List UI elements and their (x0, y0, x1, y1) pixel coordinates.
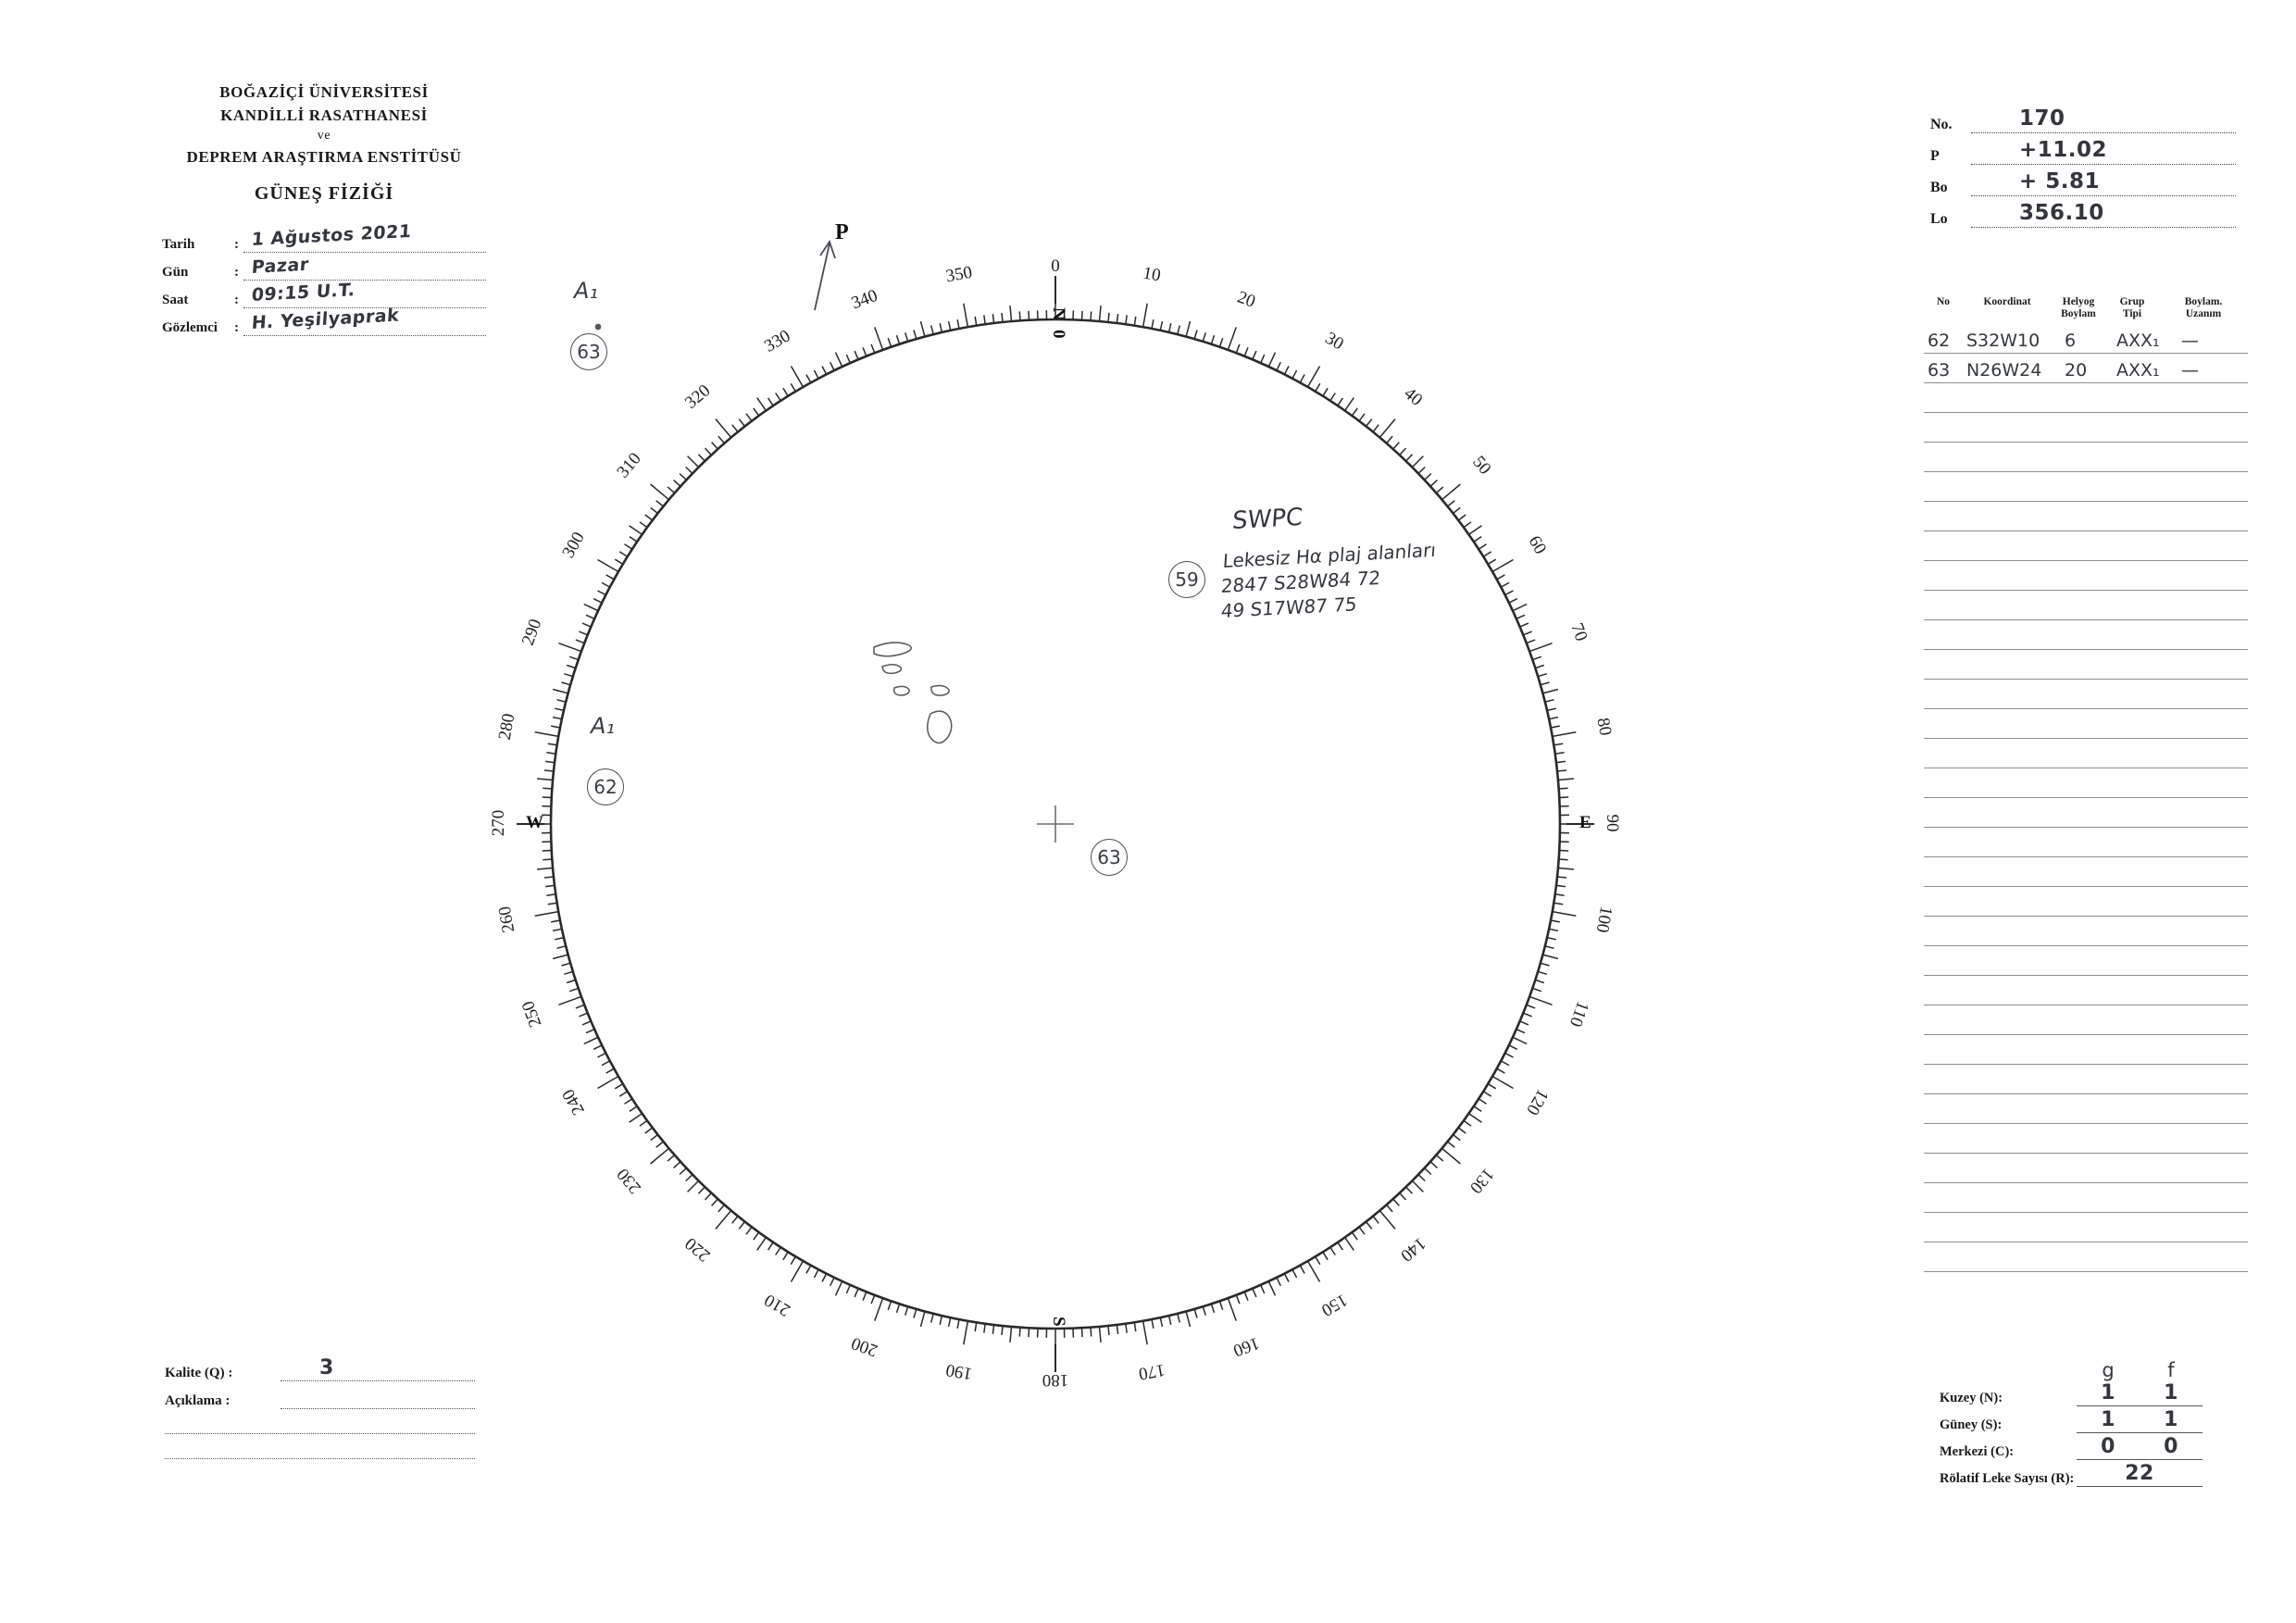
table-blank-row[interactable] (1924, 502, 2248, 531)
degree-label-190: 190 (943, 1359, 974, 1384)
summary-label-south: Güney (S): (1940, 1417, 2003, 1432)
degree-label-240: 240 (557, 1085, 589, 1118)
table-blank-row[interactable] (1924, 857, 2248, 887)
cardinal-north: N (1049, 307, 1068, 321)
summary-col-f: f (2167, 1359, 2175, 1381)
cell-grup: AXX₁ (2116, 360, 2160, 381)
cell-boylam: — (2181, 360, 2199, 381)
institution-line-3: ve (317, 129, 331, 144)
summary-center-g[interactable]: 0 (2077, 1435, 2140, 1460)
table-blank-row[interactable] (1924, 1154, 2248, 1183)
field-lo-label: Lo (1930, 211, 1948, 227)
table-blank-row[interactable] (1924, 1213, 2248, 1242)
degree-label-210: 210 (760, 1290, 793, 1321)
colon: : (234, 320, 239, 336)
summary-label-relative: Rölatif Leke Sayısı (R): (1940, 1471, 2075, 1486)
degree-label-110: 110 (1565, 998, 1592, 1030)
institution-line-4: DEPREM ARAŞTIRMA ENSTİTÜSÜ (186, 147, 462, 166)
degree-label-250: 250 (518, 997, 546, 1030)
field-bo-label: Bo (1930, 180, 1948, 195)
table-row[interactable] (1924, 324, 2248, 354)
table-row[interactable] (1924, 354, 2248, 383)
cell-no: 62 (1928, 331, 1951, 352)
field-p (1930, 133, 2236, 165)
colon: : (234, 265, 239, 281)
field-tarih-value[interactable]: 1 Ağustos 2021 (243, 228, 486, 253)
quality-label: Kalite (Q) : (165, 1366, 233, 1380)
sunspot-number: 59 (1168, 561, 1205, 598)
free-note-4: 49 S17W87 75 (1220, 593, 1358, 622)
degree-label-90: 90 (1603, 814, 1622, 832)
cardinal-north-zero: 0 (1049, 330, 1068, 340)
field-no-value[interactable]: 170 (1971, 105, 2236, 133)
degree-label-140: 140 (1396, 1233, 1430, 1266)
degree-label-170: 170 (1137, 1359, 1167, 1384)
col-helyog-boylam: Helyog Boylam (2061, 296, 2096, 320)
degree-label-150: 150 (1317, 1290, 1351, 1321)
summary-col-g: g (2102, 1359, 2115, 1381)
degree-label-220: 220 (680, 1233, 715, 1266)
table-blank-row[interactable] (1924, 768, 2248, 798)
degree-label-280: 280 (494, 711, 519, 742)
table-blank-row[interactable] (1924, 561, 2248, 591)
field-bo-value[interactable]: + 5.81 (1971, 168, 2236, 196)
summary-row-relative (1940, 1460, 2217, 1487)
table-blank-row[interactable] (1924, 1035, 2248, 1065)
note-label: Açıklama : (165, 1393, 231, 1408)
summary-north-g[interactable]: 1 (2077, 1381, 2140, 1406)
col-grup-tipi: Grup Tipi (2119, 296, 2145, 320)
degree-label-130: 130 (1466, 1164, 1498, 1198)
degree-label-340: 340 (849, 286, 881, 314)
degree-label-50: 50 (1468, 452, 1495, 479)
table-blank-row[interactable] (1924, 1005, 2248, 1035)
degree-label-160: 160 (1229, 1332, 1262, 1360)
col-no: No (1936, 296, 1951, 307)
table-blank-row[interactable] (1924, 383, 2248, 413)
field-saat-value[interactable]: 09:15 U.T. (243, 283, 486, 308)
field-tarih-label: Tarih (162, 237, 195, 253)
solar-disc-chart (398, 65, 1768, 1583)
field-gun-value[interactable]: Pazar (243, 256, 486, 281)
field-gozlemci-label: Gözlemci (162, 320, 218, 336)
field-gun-label: Gün (162, 265, 189, 281)
degree-label-320: 320 (680, 381, 715, 413)
table-blank-row[interactable] (1924, 650, 2248, 680)
table-blank-row[interactable] (1924, 1242, 2248, 1272)
sunspot-drawings (595, 324, 951, 743)
summary-label-center: Merkezi (C): (1940, 1444, 2015, 1459)
field-p-value[interactable]: +11.02 (1971, 136, 2236, 165)
degree-label-180: 180 (1042, 1370, 1069, 1390)
table-body (1924, 324, 2248, 1272)
sunspot-number: 63 (1091, 839, 1128, 876)
table-blank-row[interactable] (1924, 413, 2248, 443)
degree-label-330: 330 (760, 325, 793, 356)
summary-south-g[interactable]: 1 (2077, 1408, 2140, 1433)
degree-label-260: 260 (494, 905, 519, 935)
free-note-3: 2847 S28W84 72 (1220, 566, 1381, 597)
summary-north-f[interactable]: 1 (2140, 1381, 2202, 1406)
degree-label-230: 230 (613, 1164, 645, 1198)
table-blank-row[interactable] (1924, 591, 2248, 620)
degree-label-120: 120 (1522, 1085, 1554, 1118)
sunspot-number-63-outside (1091, 839, 1128, 876)
sunspot-table (1924, 296, 2248, 1272)
cardinal-west: W (526, 813, 544, 832)
cell-grup: AXX₁ (2116, 331, 2160, 352)
table-blank-row[interactable] (1924, 1094, 2248, 1124)
cardinal-east: E (1579, 813, 1592, 832)
quality-value[interactable]: 3 (281, 1357, 475, 1381)
degree-label-100: 100 (1591, 905, 1616, 935)
degree-label-10: 10 (1142, 263, 1163, 286)
free-note-1: SWPC (1231, 503, 1304, 535)
institution-line-1: BOĞAZİÇİ ÜNİVERSİTESİ (219, 83, 429, 101)
colon: : (234, 293, 239, 308)
field-no (1930, 102, 2236, 133)
summary-row-north (1940, 1380, 2217, 1406)
table-blank-row[interactable] (1924, 976, 2248, 1005)
table-blank-row[interactable] (1924, 946, 2248, 976)
field-gozlemci-value[interactable]: H. Yeşilyaprak (243, 311, 486, 336)
col-koordinat: Koordinat (1983, 296, 2031, 307)
summary-center-f[interactable]: 0 (2140, 1435, 2202, 1460)
spacer (1940, 1359, 2077, 1380)
table-blank-row[interactable] (1924, 798, 2248, 828)
field-p-label: P (1930, 148, 1940, 164)
field-no-label: No. (1930, 117, 1953, 132)
table-blank-row[interactable] (1924, 443, 2248, 472)
table-header-row (1924, 296, 2248, 324)
cell-no: 63 (1928, 360, 1951, 381)
table-blank-row[interactable] (1924, 709, 2248, 739)
p-arrow-label: P (835, 220, 850, 244)
sunspot-number: 63 (570, 333, 607, 370)
summary-row-center (1940, 1433, 2217, 1460)
sunspot-group-62 (591, 713, 624, 805)
degree-label-270: 270 (489, 809, 508, 837)
table-blank-row[interactable] (1924, 620, 2248, 650)
field-lo-value[interactable]: 356.10 (1971, 199, 2236, 228)
degree-label-40: 40 (1400, 383, 1427, 410)
table-blank-row[interactable] (1924, 828, 2248, 857)
cell-boylam: — (2181, 331, 2199, 352)
sunspot-group-label: A₁ (591, 713, 616, 739)
cell-helyog: 20 (2065, 360, 2088, 381)
sunspot-group-63-top (574, 278, 607, 370)
summary-column-headers (1940, 1359, 2217, 1380)
degree-label-310: 310 (613, 448, 645, 482)
degree-label-290: 290 (518, 617, 546, 649)
degree-label-60: 60 (1525, 531, 1551, 557)
summary-block (1940, 1359, 2217, 1487)
field-lo (1930, 196, 2236, 228)
summary-relative-value[interactable]: 22 (2077, 1462, 2202, 1487)
table-blank-row[interactable] (1924, 887, 2248, 917)
cell-helyog: 6 (2065, 331, 2077, 352)
right-header-block (1930, 102, 2236, 228)
table-blank-row[interactable] (1924, 1124, 2248, 1154)
sunspot-group-label: A₁ (574, 278, 599, 304)
table-blank-row[interactable] (1924, 531, 2248, 561)
table-blank-row[interactable] (1924, 680, 2248, 709)
degree-label-300: 300 (557, 528, 589, 561)
institution-line-2: KANDİLLİ RASATHANESİ (220, 106, 428, 124)
sunspot-number: 62 (587, 768, 624, 805)
colon: : (234, 237, 239, 253)
table-blank-row[interactable] (1924, 472, 2248, 502)
col-boylam-uzanim: Boylam. Uzanım (2184, 296, 2223, 320)
table-blank-row[interactable] (1924, 1065, 2248, 1094)
degree-label-350: 350 (943, 262, 974, 287)
summary-label-north: Kuzey (N): (1940, 1391, 2003, 1405)
degree-label-0: 0 (1051, 256, 1060, 276)
disc-center-cross (1037, 805, 1074, 843)
table-blank-row[interactable] (1924, 739, 2248, 768)
page-title: GÜNEŞ FİZİĞİ (254, 183, 394, 205)
degree-label-200: 200 (849, 1332, 881, 1360)
degree-label-20: 20 (1234, 287, 1258, 312)
field-bo (1930, 165, 2236, 196)
summary-row-south (1940, 1406, 2217, 1433)
degree-label-30: 30 (1321, 328, 1347, 354)
cell-koordinat: S32W10 (1966, 331, 2040, 352)
field-saat-label: Saat (162, 293, 189, 308)
summary-south-f[interactable]: 1 (2140, 1408, 2202, 1433)
degree-label-70: 70 (1566, 620, 1591, 644)
table-blank-row[interactable] (1924, 1183, 2248, 1213)
free-note-2: Lekesiz Hα plaj alanları (1222, 538, 1437, 572)
sunspot-number-59-outside (1168, 561, 1205, 598)
degree-label-80: 80 (1592, 716, 1616, 737)
table-blank-row[interactable] (1924, 917, 2248, 946)
cardinal-south: S (1049, 1317, 1068, 1328)
cell-koordinat: N26W24 (1966, 360, 2042, 381)
